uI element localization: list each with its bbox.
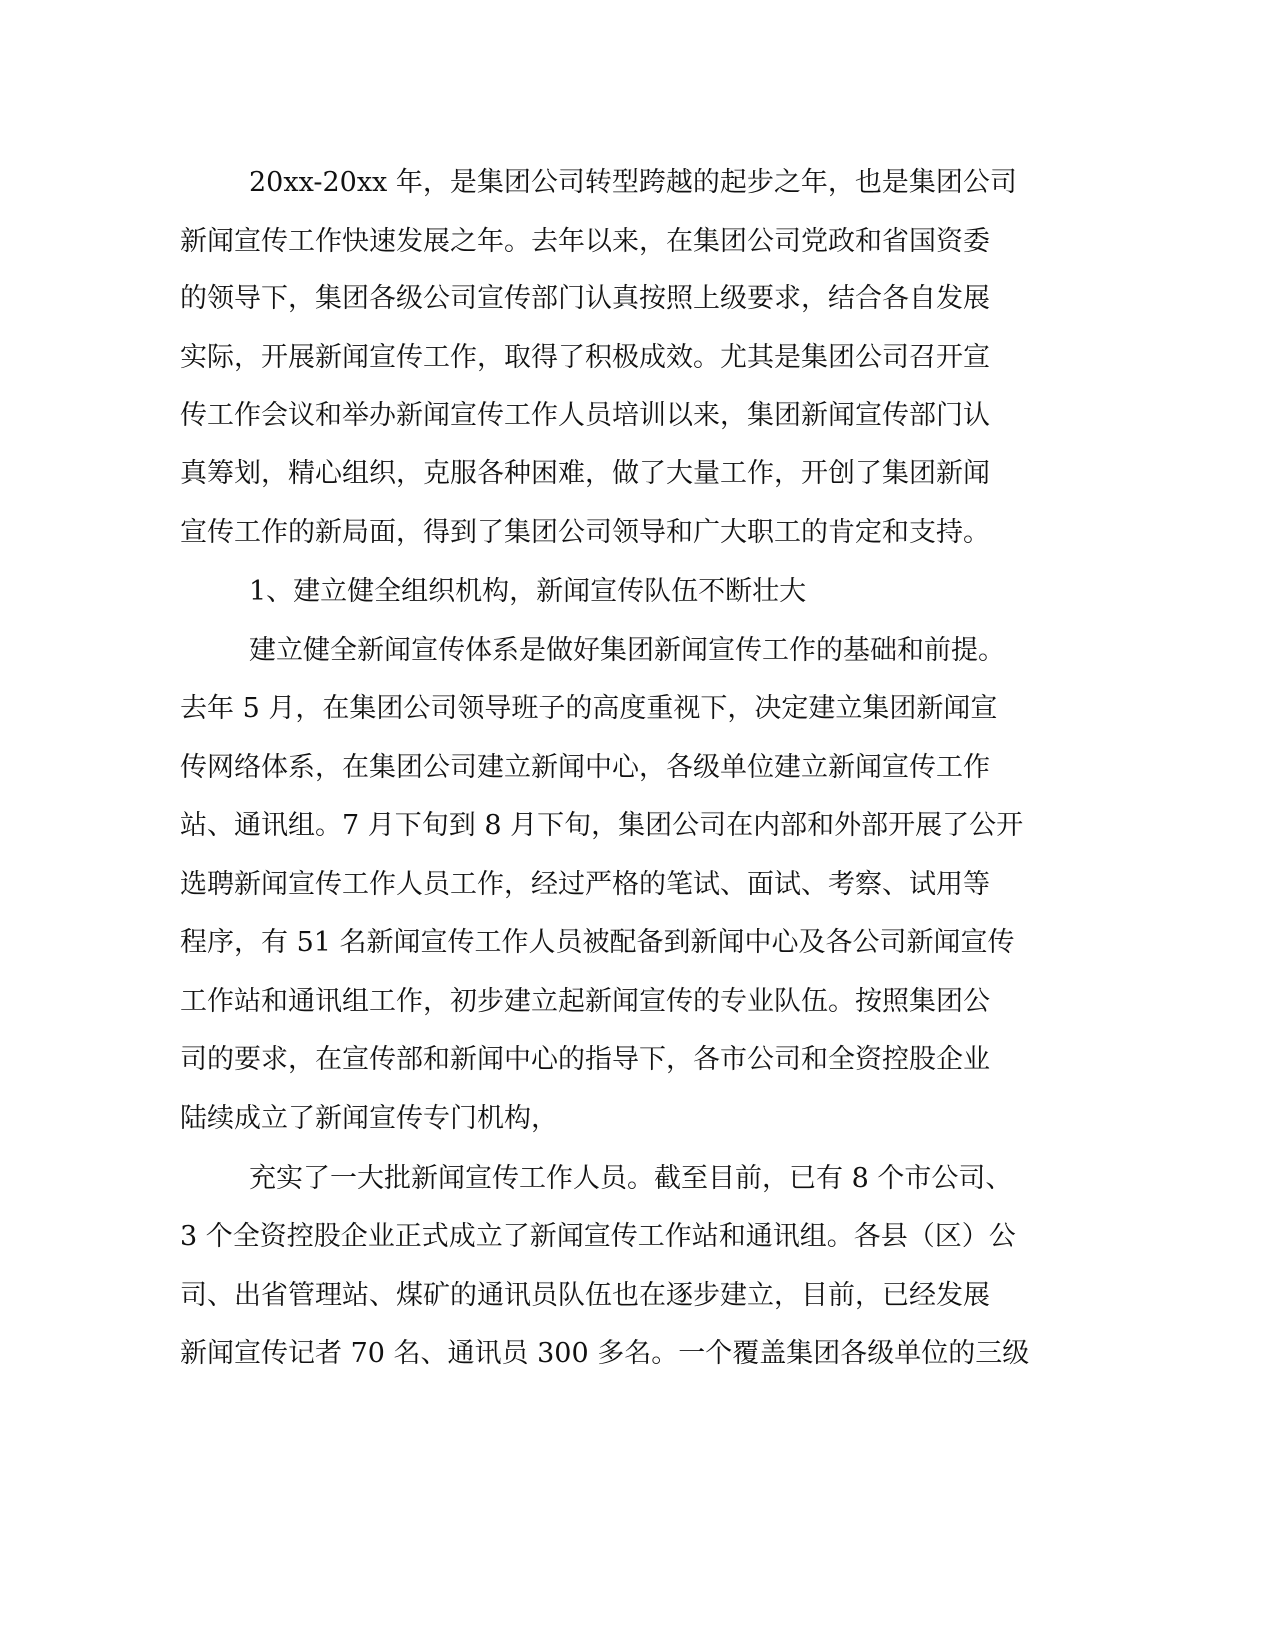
paragraph-1-line-4: 实际，开展新闻宣传工作，取得了积极成效。尤其是集团公司召开宣: [180, 342, 990, 373]
paragraph-1-line-7: 宣传工作的新局面，得到了集团公司领导和广大职工的肯定和支持。: [180, 517, 990, 548]
paragraph-2-line-4: 站、通讯组。7 月下旬到 8 月下旬，集团公司在内部和外部开展了公开: [180, 810, 1024, 841]
paragraph-1-line-1: 20xx-20xx 年，是集团公司转型跨越的起步之年，也是集团公司: [249, 167, 1017, 198]
paragraph-2-line-2: 去年 5 月，在集团公司领导班子的高度重视下，决定建立集团新闻宣: [180, 693, 998, 724]
paragraph-2-line-6: 程序，有 51 名新闻宣传工作人员被配备到新闻中心及各公司新闻宣传: [180, 927, 1015, 958]
paragraph-3-line-1: 充实了一大批新闻宣传工作人员。截至目前，已有 8 个市公司、: [249, 1163, 1013, 1194]
paragraph-3-line-2: 3 个全资控股企业正式成立了新闻宣传工作站和通讯组。各县（区）公: [180, 1221, 1016, 1252]
paragraph-1-line-2: 新闻宣传工作快速发展之年。去年以来，在集团公司党政和省国资委: [180, 226, 990, 257]
paragraph-3-line-3: 司、出省管理站、煤矿的通讯员队伍也在逐步建立，目前，已经发展: [180, 1280, 990, 1311]
paragraph-1-line-6: 真筹划，精心组织，克服各种困难，做了大量工作，开创了集团新闻: [180, 458, 990, 489]
paragraph-3-line-4: 新闻宣传记者 70 名、通讯员 300 多名。一个覆盖集团各级单位的三级: [180, 1338, 1030, 1369]
paragraph-2-line-3: 传网络体系，在集团公司建立新闻中心，各级单位建立新闻宣传工作: [180, 752, 990, 783]
paragraph-1-line-3: 的领导下，集团各级公司宣传部门认真按照上级要求，结合各自发展: [180, 283, 990, 314]
paragraph-2-line-8: 司的要求，在宣传部和新闻中心的指导下，各市公司和全资控股企业: [180, 1044, 990, 1075]
paragraph-1-line-5: 传工作会议和举办新闻宣传工作人员培训以来，集团新闻宣传部门认: [180, 400, 990, 431]
paragraph-2-line-1: 建立健全新闻宣传体系是做好集团新闻宣传工作的基础和前提。: [249, 635, 1005, 666]
paragraph-2-line-5: 选聘新闻宣传工作人员工作，经过严格的笔试、面试、考察、试用等: [180, 869, 990, 900]
section-heading-1: 1、建立健全组织机构，新闻宣传队伍不断壮大: [249, 576, 807, 607]
paragraph-2-line-7: 工作站和通讯组工作，初步建立起新闻宣传的专业队伍。按照集团公: [180, 986, 990, 1017]
paragraph-2-line-9: 陆续成立了新闻宣传专门机构，: [180, 1103, 558, 1134]
